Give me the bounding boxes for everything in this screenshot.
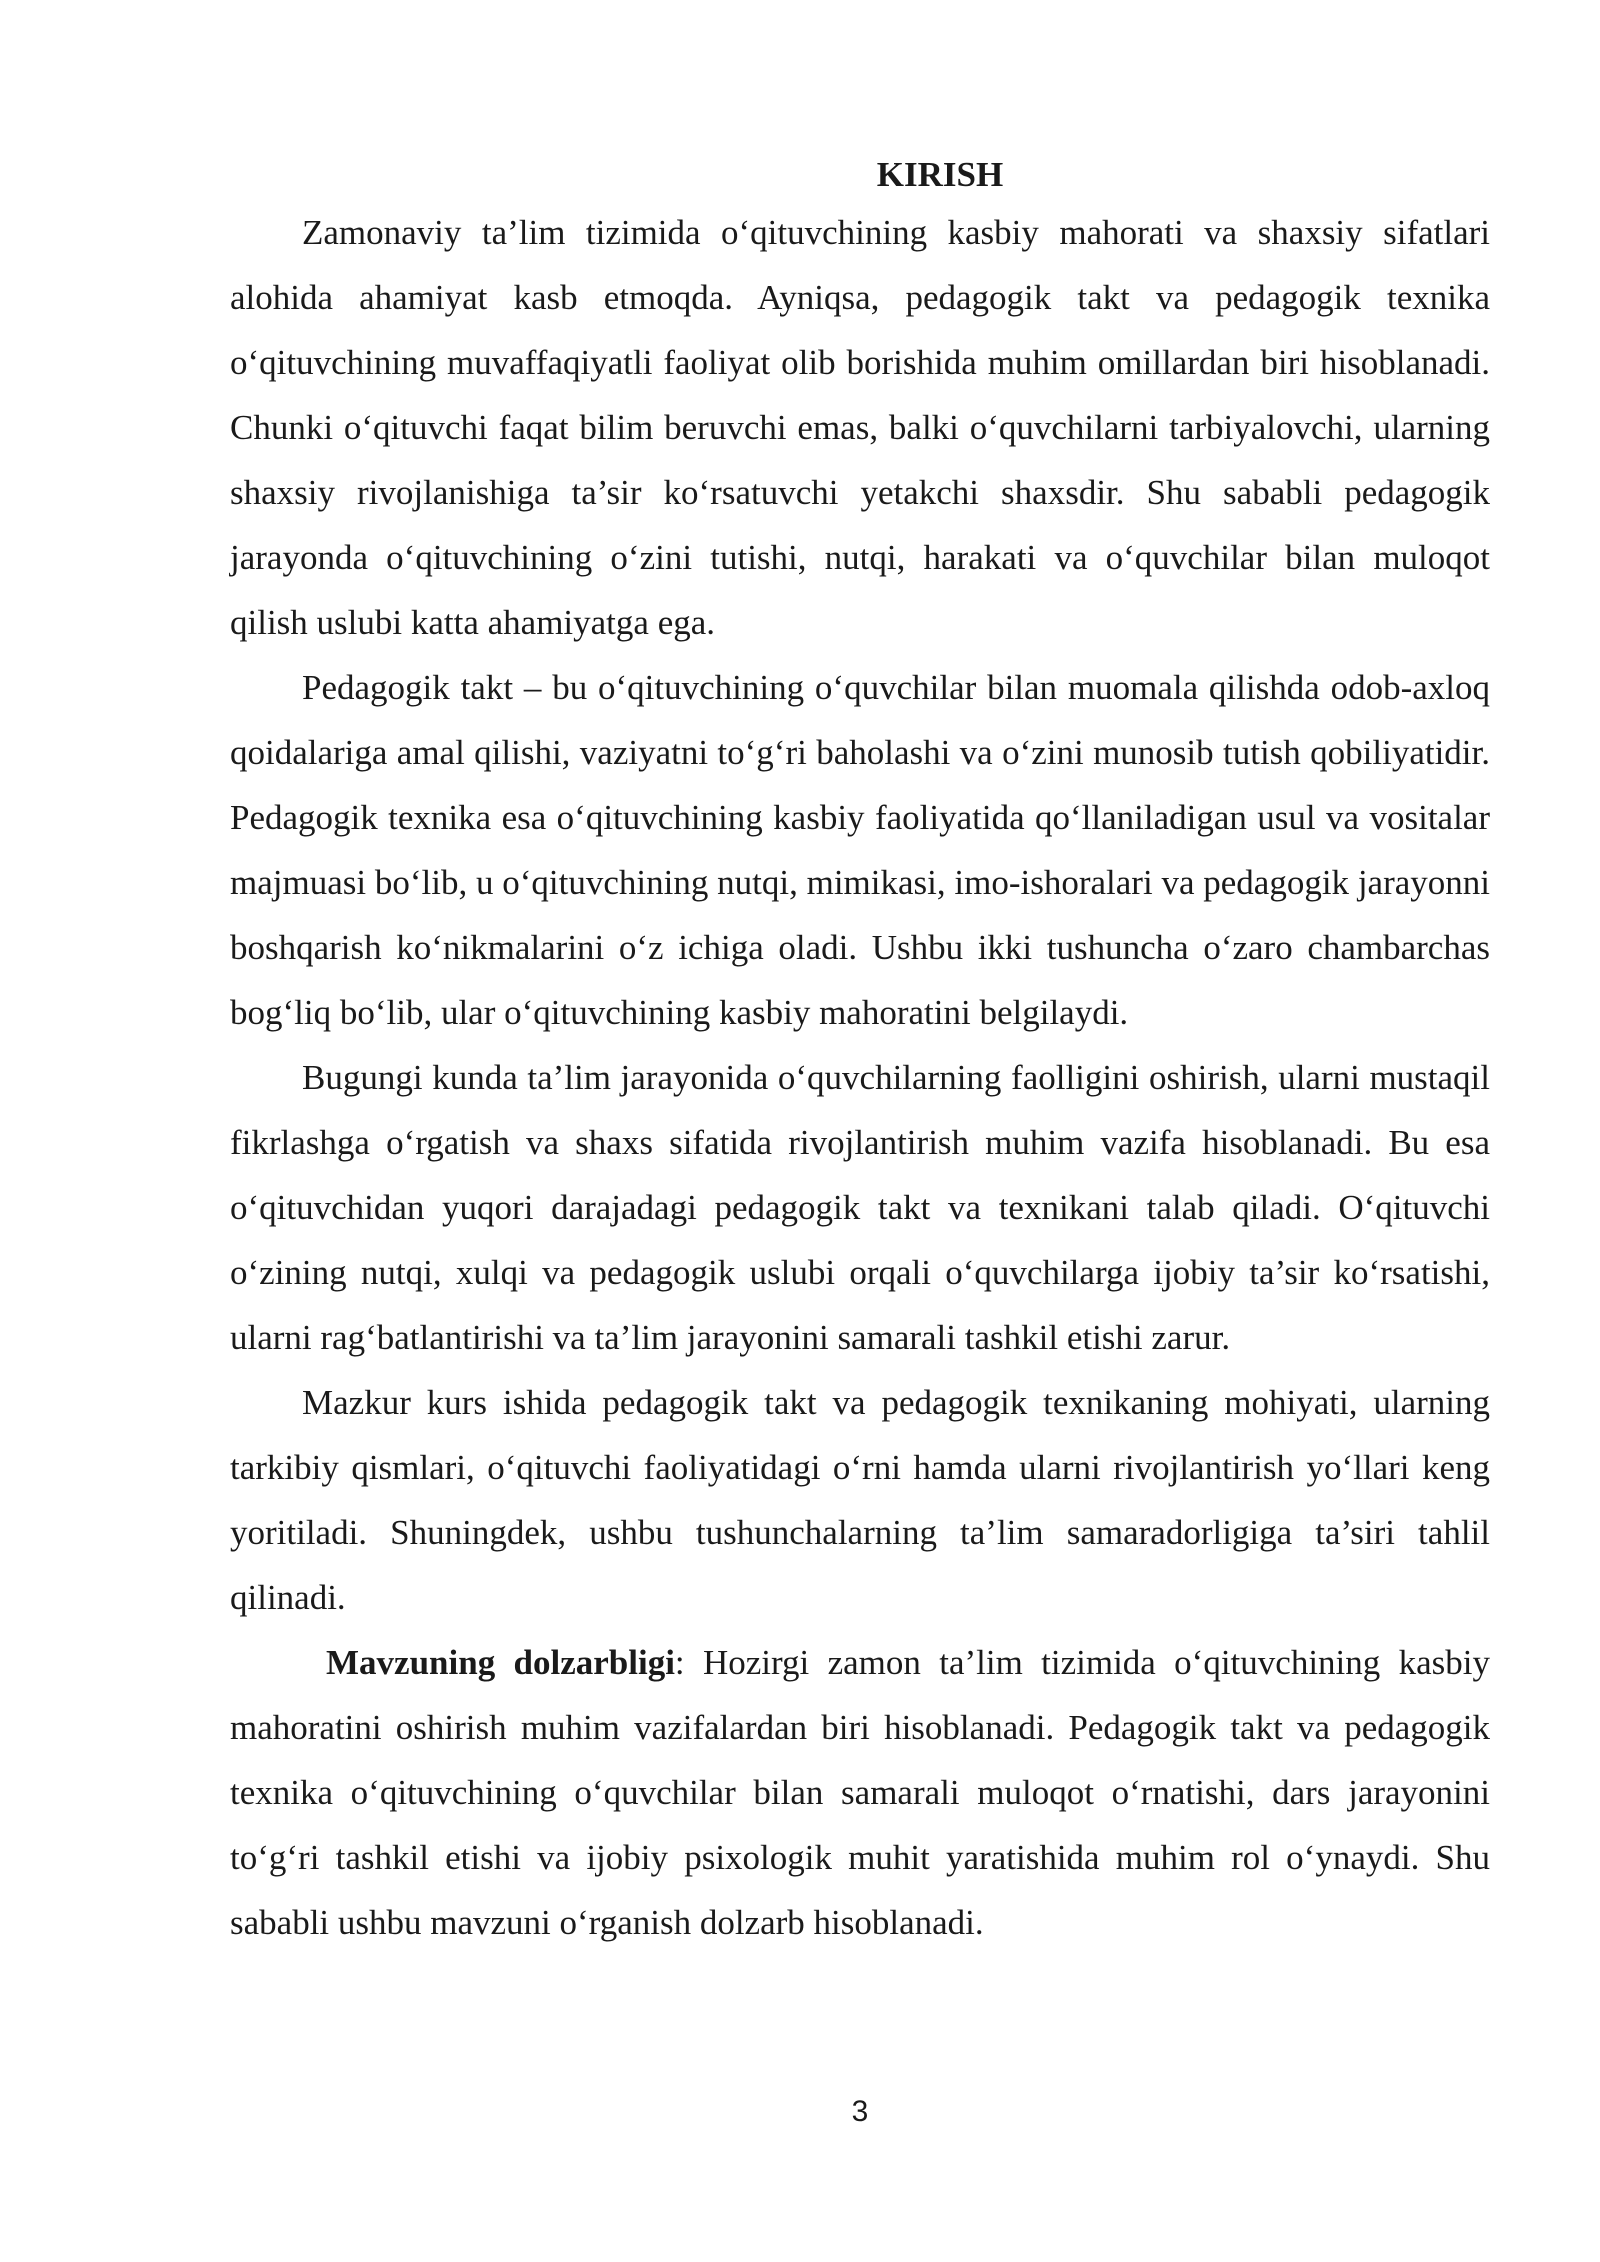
- relevance-colon: :: [674, 1643, 685, 1682]
- paragraph-pedagogical-tact: Pedagogik takt – bu o‘qituvchining o‘quvchilar bilan muomala qilishda odob-axloq qoidalariga amal qilishi, vaziyatni to‘g‘ri baholashi va o‘zini munosib tutish qobiliyatidir. Pedagogik texnika esa o‘qituvchining kasbiy faoliyatida qo‘llaniladigan usul va vositalar majmuasi bo‘lib, u o‘qituvchining nutqi, mimikasi, imo-ishoralari va pedagogik jarayonni boshqarish ko‘nikmalarini o‘z ichiga oladi. Ushbu ikki tushuncha o‘zaro chambarchas bog‘liq bo‘lib, ular o‘qituvchining kasbiy mahoratini belgilaydi.: [230, 668, 1490, 1032]
- relevance-text: Hozirgi zamon ta’lim tizimida o‘qituvchining kasbiy mahoratini oshirish muhim vazifalardan biri hisoblanadi. Pedagogik takt va pedagogik texnika o‘qituvchining o‘quvchilar bilan samarali muloqot o‘rnatishi, dars jarayonini to‘g‘ri tashkil etishi va ijobiy psixologik muhit yaratishida muhim rol o‘ynaydi. Shu sababli ushbu mavzuni o‘rganish dolzarb hisoblanadi.: [230, 1643, 1490, 1942]
- section-title: KIRISH: [876, 155, 1004, 194]
- page-number: 3: [851, 2095, 869, 2128]
- paragraph-relevance: [230, 1630, 1490, 1955]
- relevance-heading: Mavzuning dolzarbligi: [326, 1643, 675, 1682]
- paragraph-intro: Zamonaviy ta’lim tizimida o‘qituvchining kasbiy mahorati va shaxsiy sifatlari alohida ahamiyat kasb etmoqda. Ayniqsa, pedagogik takt va pedagogik texnika o‘qituvchining muvaffaqiyatli faoliyat olib borishida muhim omillardan biri hisoblanadi. Chunki o‘qituvchi faqat bilim beruvchi emas, balki o‘quvchilarni tarbiyalovchi, ularning shaxsiy rivojlanishiga ta’sir ko‘rsatuvchi yetakchi shaxsdir. Shu sababli pedagogik jarayonda o‘qituvchining o‘zini tutishi, nutqi, harakati va o‘quvchilar bilan muloqot qilish uslubi katta ahamiyatga ega.: [230, 213, 1490, 642]
- paragraph-today: Bugungi kunda ta’lim jarayonida o‘quvchilarning faolligini oshirish, ularni mustaqil fikrlashga o‘rgatish va shaxs sifatida rivojlantirish muhim vazifa hisoblanadi. Bu esa o‘qituvchidan yuqori darajadagi pedagogik takt va texnikani talab qiladi. O‘qituvchi o‘zining nutqi, xulqi va pedagogik uslubi orqali o‘quvchilarga ijobiy ta’sir ko‘rsatishi, ularni rag‘batlantirishi va ta’lim jarayonini samarali tashkil etishi zarur.: [230, 1058, 1490, 1357]
- page-body: [230, 150, 1490, 1955]
- paragraph-course-work: Mazkur kurs ishida pedagogik takt va pedagogik texnikaning mohiyati, ularning tarkibiy qismlari, o‘qituvchi faoliyatidagi o‘rni hamda ularni rivojlantirish yo‘llari keng yoritiladi. Shuningdek, ushbu tushunchalarning ta’lim samaradorligiga ta’siri tahlil qilinadi.: [230, 1383, 1490, 1617]
